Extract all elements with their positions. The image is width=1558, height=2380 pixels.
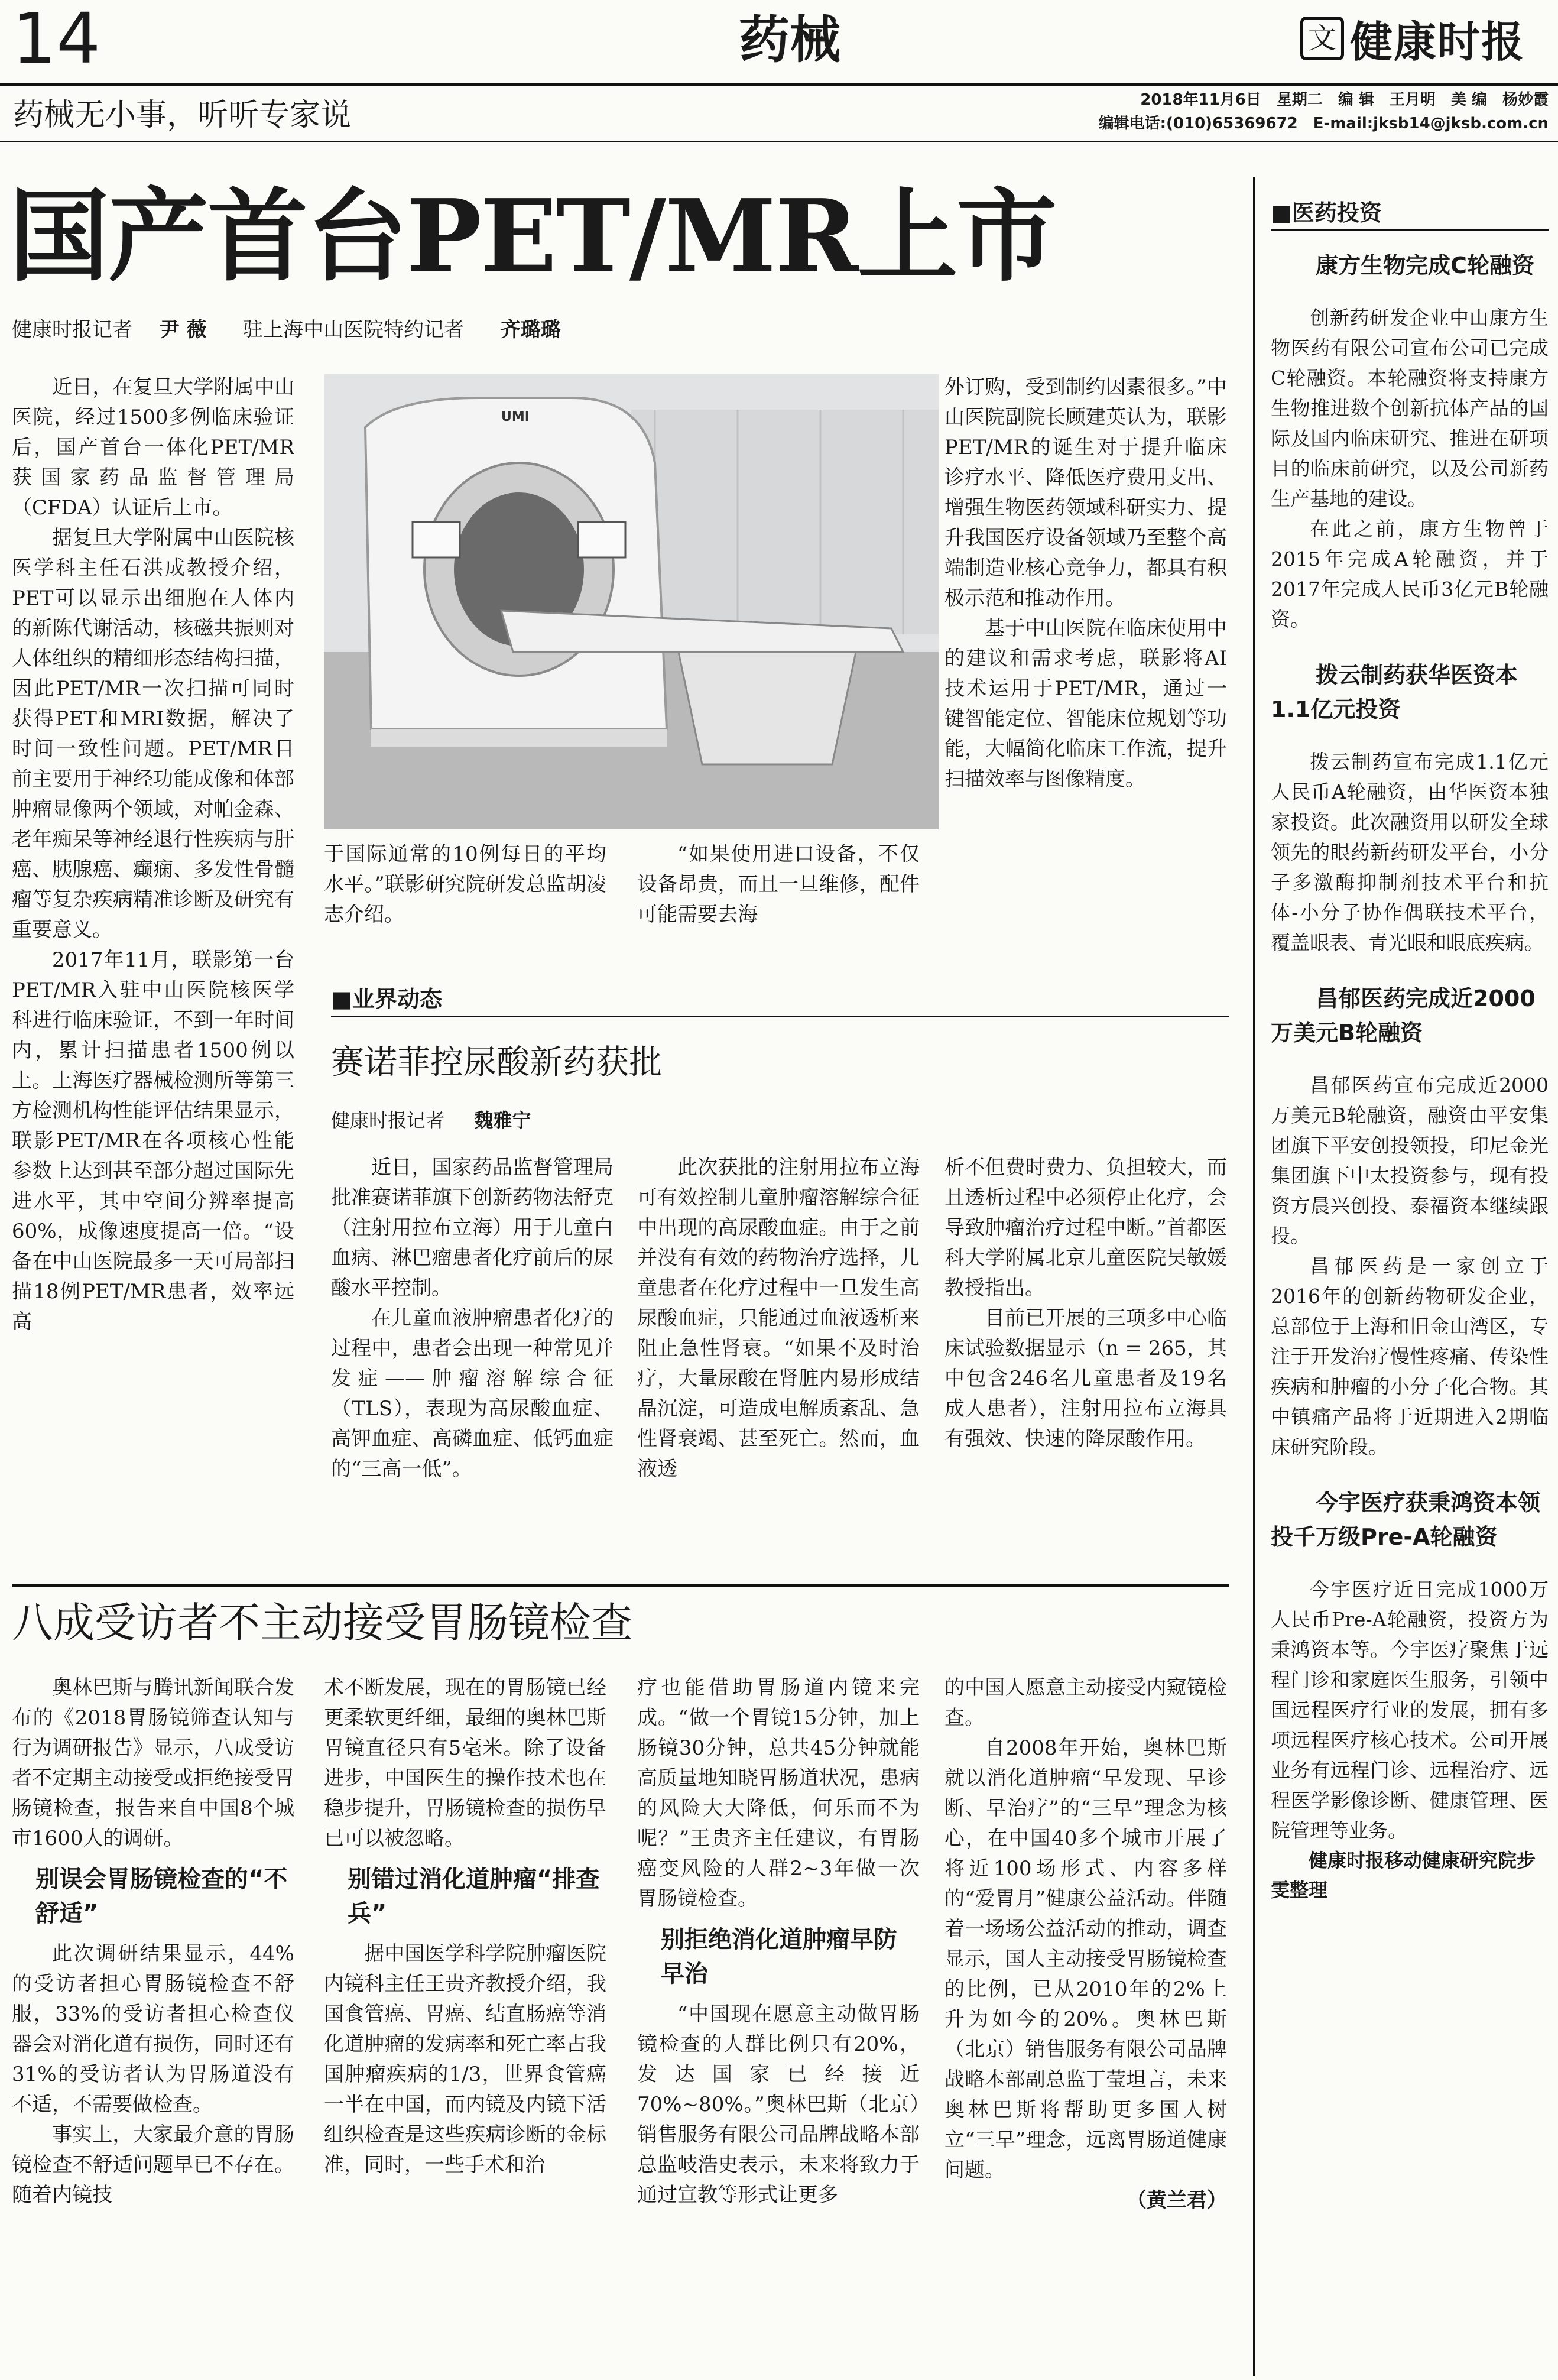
industry-section-rule (331, 1016, 1229, 1017)
industry-column-1 (331, 1153, 614, 1561)
main-paragraph: 近日，在复旦大学附属中山医院，经过1500多例临床验证后，国产首台一体化PET/MR获国家药品监督管理局（CFDA）认证后上市。 (12, 375, 294, 520)
byline-reporter2: 齐璐璐 (500, 318, 561, 342)
industry-paragraph: 近日，国家药品监督管理局批准赛诺菲旗下创新药物法舒克（注射用拉布立海）用于儿童白血病、淋巴瘤患者化疗前后的尿酸水平控制。 (331, 1156, 614, 1300)
industry-paragraph: 目前已开展的三项多中心临床试验数据显示（n = 265，其中包含246名儿童患者及19名成人患者），注射用拉布立海具有强效、快速的降尿酸作用。 (944, 1306, 1227, 1451)
sidebar-item (1271, 981, 1549, 1462)
main-paragraph: 2017年11月，联影第一台PET/MR入驻中山医院核医学科进行临床验证，不到一年时间内，累计扫描患者1500例以上。上海医疗器械检测所等第三方检测机构性能评估结果显示，联影PET/MR在各项核心性能参数上达到甚至部分超过国际先进水平，其中空间分辨率提高60%，成像速度提高一倍。“设备在中山医院最多一天可局部扫描18例PET/MR患者，效率远高 (12, 948, 294, 1334)
sidebar-item (1271, 658, 1549, 958)
date-editor-line: 2018年11月6日 星期二 编 辑 王月明 美 编 杨妙霞 (1140, 91, 1549, 109)
main-paragraph: 外订购，受到制约因素很多。”中山医院副院长顾建英认为，联影PET/MR的诞生对于提升临床诊疗水平、降低医疗费用支出、增强生物医药领域科研实力、提升我国医疗设备领域乃至整个高端制造业核心竞争力，都具有积极示范和推动作用。 (944, 375, 1227, 610)
main-paragraph: 基于中山医院在临床使用中的建议和需求考虑，联影将AI技术运用于PET/MR，通过一键智能定位、智能床位规划等功能，大幅简化临床工作流，提升扫描效率与图像精度。 (944, 617, 1227, 791)
contact-line: 编辑电话:(010)65369672 E-mail:jksb14@jksb.com.cn (1098, 115, 1549, 132)
sidebar-item-title: 拨云制药获华医资本1.1亿元投资 (1271, 662, 1518, 722)
sidebar-paragraph: 创新药研发企业中山康方生物医药有限公司宣布公司已完成C轮融资。本轮融资将支持康方生物推进数个创新抗体产品的国际及国内临床研究、推进在研项目的临床前研究，以及公司新药生产基地的建设。 (1271, 306, 1549, 510)
main-story-column-1 (12, 372, 294, 1572)
scanner-illustration (324, 374, 939, 829)
main-paragraph: “如果使用进口设备，不仅设备昂贵，而且一旦维修，配件可能需要去海 (637, 842, 920, 926)
gastro-subhead: 别拒绝消化道肿瘤早防早治 (661, 1926, 897, 1987)
gastro-paragraph: “中国现在愿意主动做胃肠镜检查的人群比例只有20%，发达国家已经接近70%~80%。”奥林巴斯（北京）销售服务有限公司品牌战略本部总监岐浩史表示，未来将致力于通过宣教等形式让更多 (637, 2002, 920, 2207)
sidebar-item (1271, 1486, 1549, 1846)
main-story-column-4 (944, 372, 1227, 940)
industry-reporter: 魏雅宁 (474, 1109, 531, 1131)
sidebar-section-rule (1271, 229, 1549, 231)
gastro-paragraph: 此次调研结果显示，44%的受访者担心胃肠镜检查不舒服，33%的受访者担心检查仪器会对消化道有损伤，同时还有31%的受访者认为胃肠道没有不适，不需要做检查。 (12, 1942, 294, 2116)
main-story-column-3 (637, 839, 920, 934)
logo-text: 健康时报 (1350, 17, 1525, 67)
sidebar-paragraph: 今宇医疗近日完成1000万人民币Pre-A轮融资，投资方为秉鸿资本等。今宇医疗聚焦于远程门诊和家庭医生服务，引领中国远程医疗行业的发展，拥有多项远程医疗核心技术。公司开展业务有远程门诊、远程治疗、远程医学影像诊断、健康管理、医院管理等业务。 (1271, 1578, 1549, 1842)
gastro-paragraph: 奥林巴斯与腾讯新闻联合发布的《2018胃肠镜筛查认知与行为调研报告》显示，八成受访者不定期主动接受或拒绝接受胃肠镜检查，报告来自中国8个城市1600人的调研。 (12, 1676, 294, 1850)
gastro-paragraph: 的中国人愿意主动接受内窥镜检查。 (944, 1676, 1227, 1730)
industry-column-3 (944, 1153, 1227, 1561)
industry-headline: 赛诺菲控尿酸新药获批 (331, 1043, 662, 1082)
industry-byline (331, 1105, 531, 1135)
gastro-column-2 (324, 1673, 606, 2365)
pet-mr-photo (324, 374, 939, 829)
byline-reporter1: 尹 薇 (159, 318, 207, 342)
main-paragraph: 于国际通常的10例每日的平均水平。”联影研究院研发总监胡凌志介绍。 (324, 842, 606, 926)
logo-mark-icon: 文 (1300, 17, 1344, 60)
main-story-column-2 (324, 839, 606, 934)
main-headline: 国产首台PET/MR上市 (9, 177, 1056, 296)
main-byline (12, 314, 561, 345)
sidebar-paragraph: 昌郁医药宣布完成近2000万美元B轮融资，融资由平安集团旗下平安创投领投，印尼金光集团旗下中太投资参与，现有投资方晨兴创投、泰福资本继续跟投。 (1271, 1074, 1549, 1247)
gastro-column-4 (944, 1673, 1227, 2365)
gastro-author: （黄兰君） (1127, 2188, 1227, 2212)
main-paragraph: 据复旦大学附属中山医院核医学科主任石洪成教授介绍，PET可以显示出细胞在人体内的新陈代谢活动，核磁共振则对人体组织的精细形态结构扫描，因此PET/MR一次扫描可同时获得PET和MRI数据，解决了时间一致性问题。PET/MR目前主要用于神经功能成像和体部肿瘤显像两个领域，对帕金森、老年痴呆等神经退行性疾病与肝癌、胰腺癌、癫痫、多发性骨髓瘤等复杂疾病精准诊断及研究有重要意义。 (12, 526, 294, 942)
byline-mid: 驻上海中山医院特约记者 (243, 318, 465, 342)
sidebar-section-label: ■医药投资 (1271, 200, 1382, 226)
masthead-rule-thick (0, 83, 1558, 86)
gastro-paragraph: 疗也能借助胃肠道内镜来完成。“做一个胃镜15分钟，加上肠镜30分钟，总共45分钟就能高质量地知晓胃肠道状况，患病的风险大大降低，何乐而不为呢？”王贵齐主任建议，有胃肠癌变风险的人群2~3年做一次胃肠镜检查。 (637, 1676, 920, 1911)
sidebar-news-list (1271, 248, 1549, 2371)
industry-paragraph: 析不但费时费力、负担较大，而且透析过程中必须停止化疗，会导致肿瘤治疗过程中断。”首都医科大学附属北京儿童医院吴敏媛教授指出。 (944, 1156, 1227, 1300)
sidebar-item-title: 康方生物完成C轮融资 (1316, 252, 1534, 278)
industry-paragraph: 在儿童血液肿瘤患者化疗的过程中，患者会出现一种常见并发症——肿瘤溶解综合征（TLS），表现为高尿酸血症、高钾血症、高磷血症、低钙血症的“三高一低”。 (331, 1306, 614, 1481)
sidebar-item (1271, 248, 1549, 634)
industry-section-label: ■业界动态 (331, 986, 442, 1012)
industry-paragraph: 此次获批的注射用拉布立海可有效控制儿童肿瘤溶解综合征中出现的高尿酸血症。由于之前并没有有效的药物治疗选择，儿童患者在化疗过程中一旦发生高尿酸血症，只能通过血液透析来阻止急性肾衰。“如果不及时治疗，大量尿酸在肾脏内易形成结晶沉淀，可造成电解质紊乱、急性肾衰竭、甚至死亡。然而，血液透 (637, 1156, 920, 1481)
gastro-paragraph: 据中国医学科学院肿瘤医院内镜科主任王贵齐教授介绍，我国食管癌、胃癌、结直肠癌等消化道肿瘤的发病率和死亡率占我国肿瘤疾病的1/3，世界食管癌一半在中国，而内镜及内镜下活组织检查是这些疾病诊断的金标准，同时，一些手术和治 (324, 1942, 606, 2177)
gastro-headline: 八成受访者不主动接受胃肠镜检查 (12, 1598, 632, 1647)
sidebar-item-title: 昌郁医药完成近2000万美元B轮融资 (1271, 985, 1536, 1046)
gastro-column-3 (637, 1673, 920, 2365)
sidebar-item-title: 今宇医疗获秉鸿资本领投千万级Pre-A轮融资 (1271, 1490, 1541, 1550)
newspaper-logo (1300, 12, 1525, 65)
sidebar-divider (1253, 177, 1255, 2376)
sidebar-paragraph: 拨云制药宣布完成1.1亿元人民币A轮融资，由华医资本独家投资。此次融资用以研发全球领先的眼药新药研发平台，小分子多激酶抑制剂技术平台和抗体-小分子协作偶联技术平台，覆盖眼表、青光眼和眼底疾病。 (1271, 750, 1549, 954)
sidebar-credit: 健康时报移动健康研究院步雯整理 (1271, 1849, 1536, 1901)
masthead-rule-thin (0, 141, 1558, 142)
section-title: 药械 (739, 11, 840, 70)
gastro-paragraph: 事实上，大家最介意的胃肠镜检查不舒适问题早已不存在。随着内镜技 (12, 2123, 294, 2207)
byline-prefix: 健康时报记者 (12, 318, 132, 342)
gastro-column-1 (12, 1673, 294, 2365)
sidebar-paragraph: 昌郁医药是一家创立于2016年的创新药物研发企业，总部位于上海和旧金山湾区，专注于开发治疗慢性疼痛、传染性疾病和肿瘤的小分子化合物。其中镇痛产品将于近期进入2期临床研究阶段。 (1271, 1254, 1549, 1458)
sidebar-paragraph: 在此之前，康方生物曾于2015年完成A轮融资，并于2017年完成人民币3亿元B轮融资。 (1271, 517, 1549, 631)
gastro-paragraph: 自2008年开始，奥林巴斯就以消化道肿瘤“早发现、早诊断、早治疗”的“三早”理念为核心，在中国40多个城市开展了将近100场形式、内容多样的“爱胃月”健康公益活动。伴随着一场场公益活动的推动，调查显示，国人主动接受胃肠镜检查的比例，已从2010年的2%上升为如今的20%。奥林巴斯（北京）销售服务有限公司品牌战略本部副总监丁莹坦言，未来奥林巴斯将帮助更多国人树立“三早”理念，远离胃肠道健康问题。 (944, 1736, 1227, 2182)
gastro-paragraph: 术不断发展，现在的胃肠镜已经更柔软更纤细，最细的奥林巴斯胃镜直径只有5毫米。除了设备进步，中国医生的操作技术也在稳步提升，胃肠镜检查的损伤早已可以被忽略。 (324, 1676, 606, 1850)
industry-byline-prefix: 健康时报记者 (331, 1109, 445, 1131)
gastro-subhead: 别误会胃肠镜检查的“不舒适” (35, 1866, 288, 1927)
scanner-brand-label: UMI (501, 410, 530, 424)
story-separator (12, 1584, 1229, 1587)
gastro-subhead: 别错过消化道肿瘤“排查兵” (348, 1866, 600, 1927)
page-number: 14 (12, 0, 101, 79)
page-subtitle: 药械无小事，听听专家说 (13, 98, 352, 133)
industry-column-2 (637, 1153, 920, 1561)
